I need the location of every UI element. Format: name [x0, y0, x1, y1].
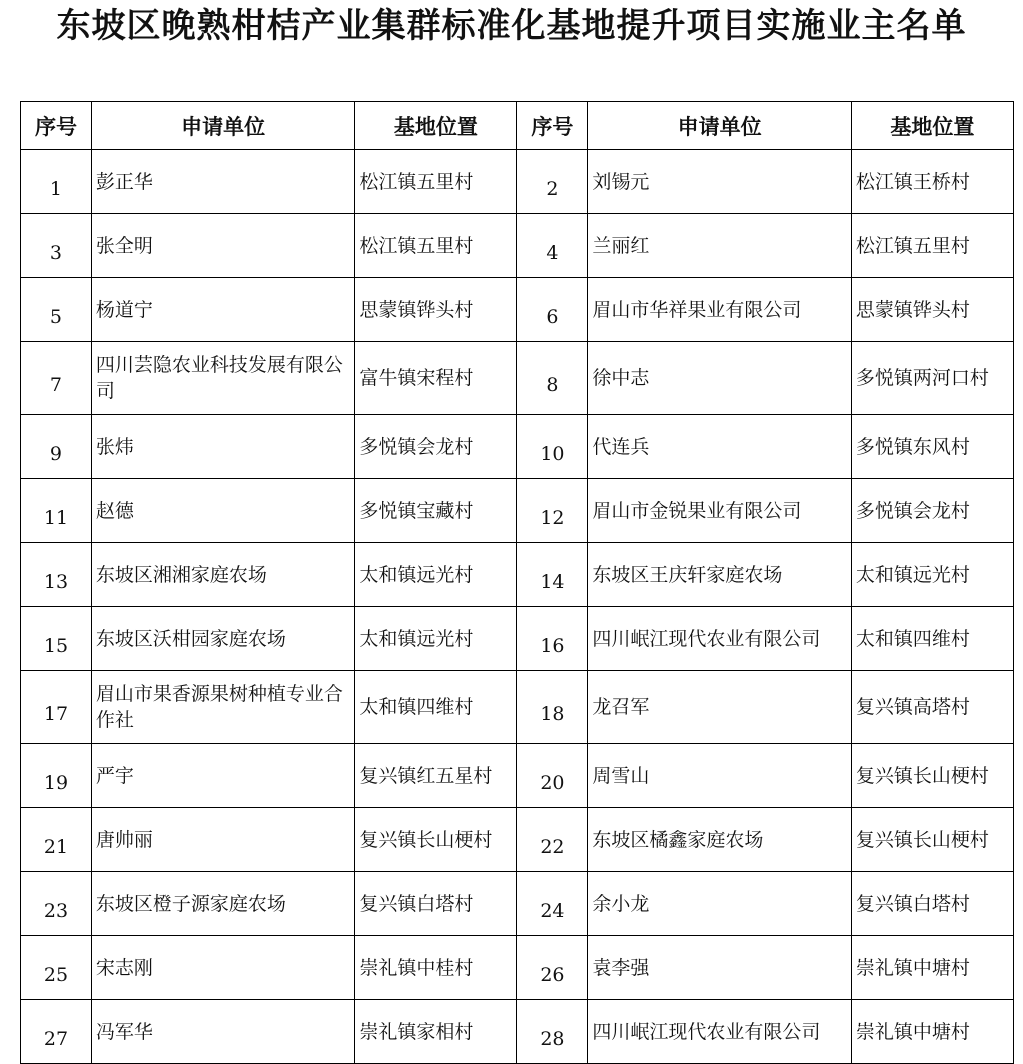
- applicant-cell: 东坡区橙子源家庭农场: [91, 872, 354, 936]
- location-cell: 复兴镇长山梗村: [851, 808, 1013, 872]
- location-cell: 崇礼镇中塘村: [851, 1000, 1013, 1064]
- serial-cell: 21: [21, 808, 92, 872]
- applicant-cell: 眉山市果香源果树种植专业合作社: [91, 671, 354, 744]
- applicant-cell: 彭正华: [91, 150, 354, 214]
- header-location-left: 基地位置: [355, 102, 517, 150]
- location-cell: 复兴镇高塔村: [851, 671, 1013, 744]
- table-row: [21, 150, 1014, 214]
- serial-cell: 14: [517, 543, 588, 607]
- location-cell: 太和镇远光村: [355, 607, 517, 671]
- location-cell: 复兴镇长山梗村: [355, 808, 517, 872]
- serial-cell: 5: [21, 278, 92, 342]
- serial-cell: 27: [21, 1000, 92, 1064]
- location-cell: 太和镇四维村: [355, 671, 517, 744]
- location-cell: 多悦镇会龙村: [851, 479, 1013, 543]
- table-row: [21, 214, 1014, 278]
- applicant-cell: 东坡区王庆轩家庭农场: [588, 543, 851, 607]
- table-body: [21, 150, 1014, 1064]
- table-row: [21, 936, 1014, 1000]
- applicant-cell: 张全明: [91, 214, 354, 278]
- table-row: [21, 1000, 1014, 1064]
- applicant-cell: 四川岷江现代农业有限公司: [588, 1000, 851, 1064]
- header-applicant-right: 申请单位: [588, 102, 851, 150]
- applicant-table: [20, 101, 1014, 1064]
- applicant-cell: 严宇: [91, 744, 354, 808]
- serial-cell: 12: [517, 479, 588, 543]
- serial-cell: 19: [21, 744, 92, 808]
- table-row: [21, 342, 1014, 415]
- table-row: [21, 607, 1014, 671]
- applicant-cell: 眉山市金锐果业有限公司: [588, 479, 851, 543]
- location-cell: 复兴镇白塔村: [851, 872, 1013, 936]
- applicant-cell: 龙召军: [588, 671, 851, 744]
- serial-cell: 20: [517, 744, 588, 808]
- applicant-cell: 代连兵: [588, 415, 851, 479]
- serial-cell: 18: [517, 671, 588, 744]
- serial-cell: 2: [517, 150, 588, 214]
- location-cell: 富牛镇宋程村: [355, 342, 517, 415]
- applicant-cell: 兰丽红: [588, 214, 851, 278]
- location-cell: 多悦镇会龙村: [355, 415, 517, 479]
- serial-cell: 10: [517, 415, 588, 479]
- applicant-cell: 四川芸隐农业科技发展有限公司: [91, 342, 354, 415]
- applicant-cell: 宋志刚: [91, 936, 354, 1000]
- applicant-cell: 徐中志: [588, 342, 851, 415]
- serial-cell: 25: [21, 936, 92, 1000]
- applicant-cell: 眉山市华祥果业有限公司: [588, 278, 851, 342]
- location-cell: 太和镇远光村: [355, 543, 517, 607]
- serial-cell: 11: [21, 479, 92, 543]
- serial-cell: 9: [21, 415, 92, 479]
- serial-cell: 22: [517, 808, 588, 872]
- table-header-row: [21, 102, 1014, 150]
- applicant-cell: 张炜: [91, 415, 354, 479]
- serial-cell: 23: [21, 872, 92, 936]
- serial-cell: 1: [21, 150, 92, 214]
- location-cell: 思蒙镇铧头村: [851, 278, 1013, 342]
- header-serial-left: 序号: [21, 102, 92, 150]
- table-row: [21, 278, 1014, 342]
- applicant-cell: 东坡区湘湘家庭农场: [91, 543, 354, 607]
- location-cell: 多悦镇两河口村: [851, 342, 1013, 415]
- location-cell: 崇礼镇中塘村: [851, 936, 1013, 1000]
- table-row: [21, 479, 1014, 543]
- applicant-cell: 赵德: [91, 479, 354, 543]
- location-cell: 松江镇王桥村: [851, 150, 1013, 214]
- applicant-cell: 唐帅丽: [91, 808, 354, 872]
- table-row: [21, 744, 1014, 808]
- location-cell: 多悦镇宝藏村: [355, 479, 517, 543]
- location-cell: 崇礼镇家相村: [355, 1000, 517, 1064]
- location-cell: 复兴镇长山梗村: [851, 744, 1013, 808]
- table-row: [21, 671, 1014, 744]
- applicant-cell: 袁李强: [588, 936, 851, 1000]
- location-cell: 崇礼镇中桂村: [355, 936, 517, 1000]
- document-title: 东坡区晚熟柑桔产业集群标准化基地提升项目实施业主名单: [56, 6, 967, 46]
- serial-cell: 15: [21, 607, 92, 671]
- applicant-cell: 东坡区沃柑园家庭农场: [91, 607, 354, 671]
- serial-cell: 24: [517, 872, 588, 936]
- applicant-cell: 刘锡元: [588, 150, 851, 214]
- table-row: [21, 415, 1014, 479]
- serial-cell: 17: [21, 671, 92, 744]
- header-applicant-left: 申请单位: [91, 102, 354, 150]
- location-cell: 太和镇远光村: [851, 543, 1013, 607]
- applicant-cell: 冯军华: [91, 1000, 354, 1064]
- location-cell: 松江镇五里村: [355, 150, 517, 214]
- applicant-cell: 东坡区橘鑫家庭农场: [588, 808, 851, 872]
- location-cell: 复兴镇白塔村: [355, 872, 517, 936]
- location-cell: 复兴镇红五星村: [355, 744, 517, 808]
- serial-cell: 26: [517, 936, 588, 1000]
- location-cell: 松江镇五里村: [851, 214, 1013, 278]
- location-cell: 思蒙镇铧头村: [355, 278, 517, 342]
- location-cell: 多悦镇东风村: [851, 415, 1013, 479]
- table-row: [21, 872, 1014, 936]
- serial-cell: 28: [517, 1000, 588, 1064]
- applicant-cell: 周雪山: [588, 744, 851, 808]
- applicant-cell: 杨道宁: [91, 278, 354, 342]
- header-serial-right: 序号: [517, 102, 588, 150]
- serial-cell: 6: [517, 278, 588, 342]
- table-row: [21, 808, 1014, 872]
- applicant-cell: 余小龙: [588, 872, 851, 936]
- serial-cell: 7: [21, 342, 92, 415]
- serial-cell: 4: [517, 214, 588, 278]
- serial-cell: 3: [21, 214, 92, 278]
- applicant-cell: 四川岷江现代农业有限公司: [588, 607, 851, 671]
- location-cell: 松江镇五里村: [355, 214, 517, 278]
- table-row: [21, 543, 1014, 607]
- header-location-right: 基地位置: [851, 102, 1013, 150]
- serial-cell: 16: [517, 607, 588, 671]
- serial-cell: 8: [517, 342, 588, 415]
- serial-cell: 13: [21, 543, 92, 607]
- location-cell: 太和镇四维村: [851, 607, 1013, 671]
